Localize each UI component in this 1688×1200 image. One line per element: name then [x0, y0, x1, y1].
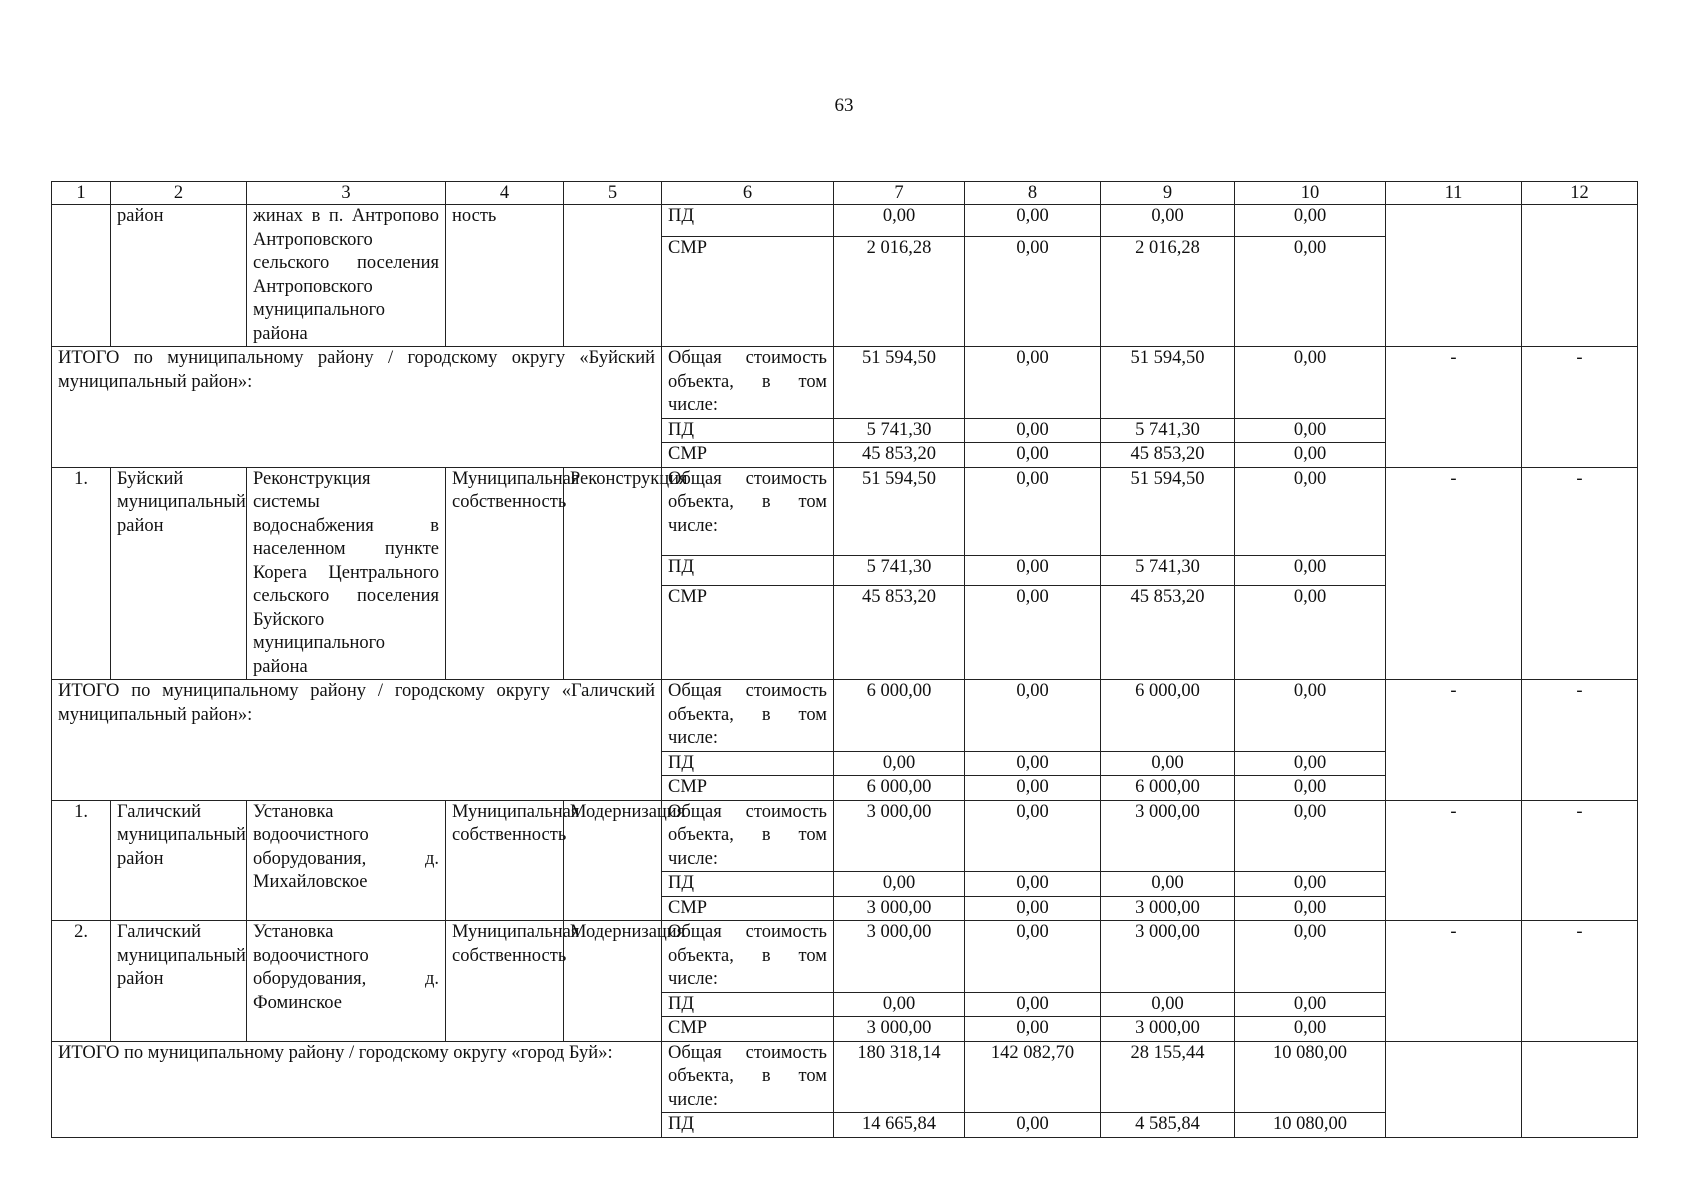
value-cell: 51 594,50 — [834, 347, 965, 419]
district-cell: Галичский муниципальный район — [111, 921, 247, 1042]
value-cell: 0,00 — [1235, 418, 1386, 443]
value-cell: 10 080,00 — [1235, 1041, 1386, 1113]
value-cell: 0,00 — [965, 896, 1101, 921]
col-header: 2 — [111, 182, 247, 205]
value-cell: 0,00 — [965, 1113, 1101, 1138]
value-cell: 0,00 — [965, 467, 1101, 555]
value-cell: 45 853,20 — [834, 586, 965, 680]
subtotal-row — [52, 347, 1638, 419]
col12-cell: - — [1522, 347, 1638, 468]
value-cell: 51 594,50 — [1101, 467, 1235, 555]
smr-label: СМР — [662, 586, 834, 680]
value-cell: 0,00 — [1235, 751, 1386, 776]
col12-cell: - — [1522, 680, 1638, 801]
subtotal-label: ИТОГО по муниципальному району / городскому округу «Галичский муниципальный район»: — [52, 680, 662, 801]
value-cell: 0,00 — [965, 800, 1101, 872]
value-cell: 0,00 — [1235, 205, 1386, 237]
value-cell: 0,00 — [1101, 205, 1235, 237]
col-header: 7 — [834, 182, 965, 205]
smr-label: СМР — [662, 1017, 834, 1042]
table-row — [52, 205, 1638, 237]
value-cell: 0,00 — [1101, 992, 1235, 1017]
district-cell: Галичский муниципальный район — [111, 800, 247, 921]
value-cell: 180 318,14 — [834, 1041, 965, 1113]
work-type-cell: Модернизация — [564, 921, 662, 1042]
row-number-cell: 1. — [52, 467, 111, 680]
smr-label: СМР — [662, 776, 834, 801]
value-cell: 5 741,30 — [834, 418, 965, 443]
col11-cell — [1386, 1041, 1522, 1137]
ownership-cell: ность — [446, 205, 564, 347]
col11-cell — [1386, 205, 1522, 347]
value-cell: 3 000,00 — [834, 921, 965, 993]
value-cell: 0,00 — [965, 992, 1101, 1017]
value-cell: 10 080,00 — [1235, 1113, 1386, 1138]
total-cost-label: Общая стоимость объекта, в том числе: — [662, 347, 834, 419]
value-cell: 5 741,30 — [1101, 555, 1235, 585]
value-cell: 6 000,00 — [834, 776, 965, 801]
value-cell: 0,00 — [965, 586, 1101, 680]
value-cell: 5 741,30 — [1101, 418, 1235, 443]
ownership-cell: Муниципальная собственность — [446, 800, 564, 921]
value-cell: 3 000,00 — [1101, 896, 1235, 921]
value-cell: 142 082,70 — [965, 1041, 1101, 1113]
value-cell: 0,00 — [965, 418, 1101, 443]
subtotal-label: ИТОГО по муниципальному району / городскому округу «Буйский муниципальный район»: — [52, 347, 662, 468]
value-cell: 0,00 — [1235, 237, 1386, 347]
subtotal-row — [52, 1041, 1638, 1113]
value-cell: 0,00 — [1235, 896, 1386, 921]
col-header: 6 — [662, 182, 834, 205]
object-cell: Установка водоочистного оборудования, д. Михайловское — [247, 800, 446, 921]
col-header: 5 — [564, 182, 662, 205]
smr-label: СМР — [662, 896, 834, 921]
smr-label: СМР — [662, 237, 834, 347]
value-cell: 3 000,00 — [834, 1017, 965, 1042]
subtotal-row — [52, 680, 1638, 752]
total-cost-label: Общая стоимость объекта, в том числе: — [662, 680, 834, 752]
value-cell: 3 000,00 — [1101, 1017, 1235, 1042]
object-cell: Установка водоочистного оборудования, д. Фоминское — [247, 921, 446, 1042]
col11-cell: - — [1386, 680, 1522, 801]
value-cell: 0,00 — [1235, 992, 1386, 1017]
value-cell: 2 016,28 — [1101, 237, 1235, 347]
value-cell: 3 000,00 — [1101, 921, 1235, 993]
col-header: 4 — [446, 182, 564, 205]
col12-cell: - — [1522, 467, 1638, 680]
col-header: 12 — [1522, 182, 1638, 205]
table-row — [52, 921, 1638, 993]
value-cell: 3 000,00 — [834, 800, 965, 872]
ownership-cell: Муниципальная собственность — [446, 467, 564, 680]
value-cell: 0,00 — [965, 237, 1101, 347]
value-cell: 45 853,20 — [834, 443, 965, 468]
value-cell: 0,00 — [965, 751, 1101, 776]
value-cell: 0,00 — [1235, 680, 1386, 752]
pd-label: ПД — [662, 872, 834, 897]
col11-cell: - — [1386, 800, 1522, 921]
page-number: 63 — [834, 95, 854, 116]
value-cell: 4 585,84 — [1101, 1113, 1235, 1138]
value-cell: 0,00 — [1101, 751, 1235, 776]
district-cell: район — [111, 205, 247, 347]
value-cell: 51 594,50 — [834, 467, 965, 555]
value-cell: 3 000,00 — [1101, 800, 1235, 872]
value-cell: 5 741,30 — [834, 555, 965, 585]
col-header: 8 — [965, 182, 1101, 205]
smr-label: СМР — [662, 443, 834, 468]
ownership-cell: Муниципальная собственность — [446, 921, 564, 1042]
col12-cell: - — [1522, 921, 1638, 1042]
pd-label: ПД — [662, 1113, 834, 1138]
value-cell: 0,00 — [834, 751, 965, 776]
budget-table — [51, 181, 1638, 1138]
value-cell: 3 000,00 — [834, 896, 965, 921]
row-number-cell: 1. — [52, 800, 111, 921]
col12-cell — [1522, 205, 1638, 347]
value-cell: 28 155,44 — [1101, 1041, 1235, 1113]
row-number-cell — [52, 205, 111, 347]
value-cell: 45 853,20 — [1101, 586, 1235, 680]
col11-cell: - — [1386, 467, 1522, 680]
col-header: 11 — [1386, 182, 1522, 205]
col12-cell: - — [1522, 800, 1638, 921]
value-cell: 0,00 — [965, 205, 1101, 237]
value-cell: 0,00 — [1235, 443, 1386, 468]
row-number-cell: 2. — [52, 921, 111, 1042]
value-cell: 0,00 — [965, 776, 1101, 801]
district-cell: Буйский муниципальный район — [111, 467, 247, 680]
subtotal-label: ИТОГО по муниципальному району / городскому округу «город Буй»: — [52, 1041, 662, 1137]
total-cost-label: Общая стоимость объекта, в том числе: — [662, 1041, 834, 1113]
value-cell: 0,00 — [965, 872, 1101, 897]
value-cell: 0,00 — [965, 347, 1101, 419]
pd-label: ПД — [662, 992, 834, 1017]
value-cell: 0,00 — [834, 872, 965, 897]
total-cost-label: Общая стоимость объекта, в том числе: — [662, 921, 834, 993]
value-cell: 0,00 — [834, 992, 965, 1017]
value-cell: 0,00 — [1235, 586, 1386, 680]
table-row — [52, 467, 1638, 555]
col-header: 9 — [1101, 182, 1235, 205]
value-cell: 0,00 — [965, 555, 1101, 585]
value-cell: 0,00 — [1235, 467, 1386, 555]
value-cell: 6 000,00 — [1101, 776, 1235, 801]
work-type-cell: Модернизация — [564, 800, 662, 921]
value-cell: 6 000,00 — [1101, 680, 1235, 752]
value-cell: 0,00 — [1235, 921, 1386, 993]
total-cost-label: Общая стоимость объекта, в том числе: — [662, 800, 834, 872]
value-cell: 0,00 — [1235, 1017, 1386, 1042]
value-cell: 0,00 — [1235, 800, 1386, 872]
value-cell: 0,00 — [1235, 872, 1386, 897]
column-number-row — [52, 182, 1638, 205]
value-cell: 0,00 — [834, 205, 965, 237]
work-type-cell: Реконструкция — [564, 467, 662, 680]
value-cell: 0,00 — [965, 1017, 1101, 1042]
work-type-cell — [564, 205, 662, 347]
pd-label: ПД — [662, 418, 834, 443]
value-cell: 14 665,84 — [834, 1113, 965, 1138]
table-row — [52, 800, 1638, 872]
object-cell: жинах в п. Антропово Антроповского сельского поселения Антроповского муниципального района — [247, 205, 446, 347]
total-cost-label: Общая стоимость объекта, в том числе: — [662, 467, 834, 555]
value-cell: 0,00 — [1235, 347, 1386, 419]
col-header: 10 — [1235, 182, 1386, 205]
pd-label: ПД — [662, 751, 834, 776]
value-cell: 6 000,00 — [834, 680, 965, 752]
col-header: 1 — [52, 182, 111, 205]
value-cell: 0,00 — [1235, 555, 1386, 585]
value-cell: 0,00 — [1101, 872, 1235, 897]
value-cell: 0,00 — [965, 921, 1101, 993]
value-cell: 0,00 — [1235, 776, 1386, 801]
value-cell: 51 594,50 — [1101, 347, 1235, 419]
col12-cell — [1522, 1041, 1638, 1137]
col-header: 3 — [247, 182, 446, 205]
col11-cell: - — [1386, 921, 1522, 1042]
object-cell: Реконструкция системы водоснабжения в населенном пункте Корега Центрального сельского поселения Буйского муниципального района — [247, 467, 446, 680]
value-cell: 0,00 — [965, 443, 1101, 468]
pd-label: ПД — [662, 555, 834, 585]
value-cell: 2 016,28 — [834, 237, 965, 347]
pd-label: ПД — [662, 205, 834, 237]
col11-cell: - — [1386, 347, 1522, 468]
value-cell: 45 853,20 — [1101, 443, 1235, 468]
value-cell: 0,00 — [965, 680, 1101, 752]
